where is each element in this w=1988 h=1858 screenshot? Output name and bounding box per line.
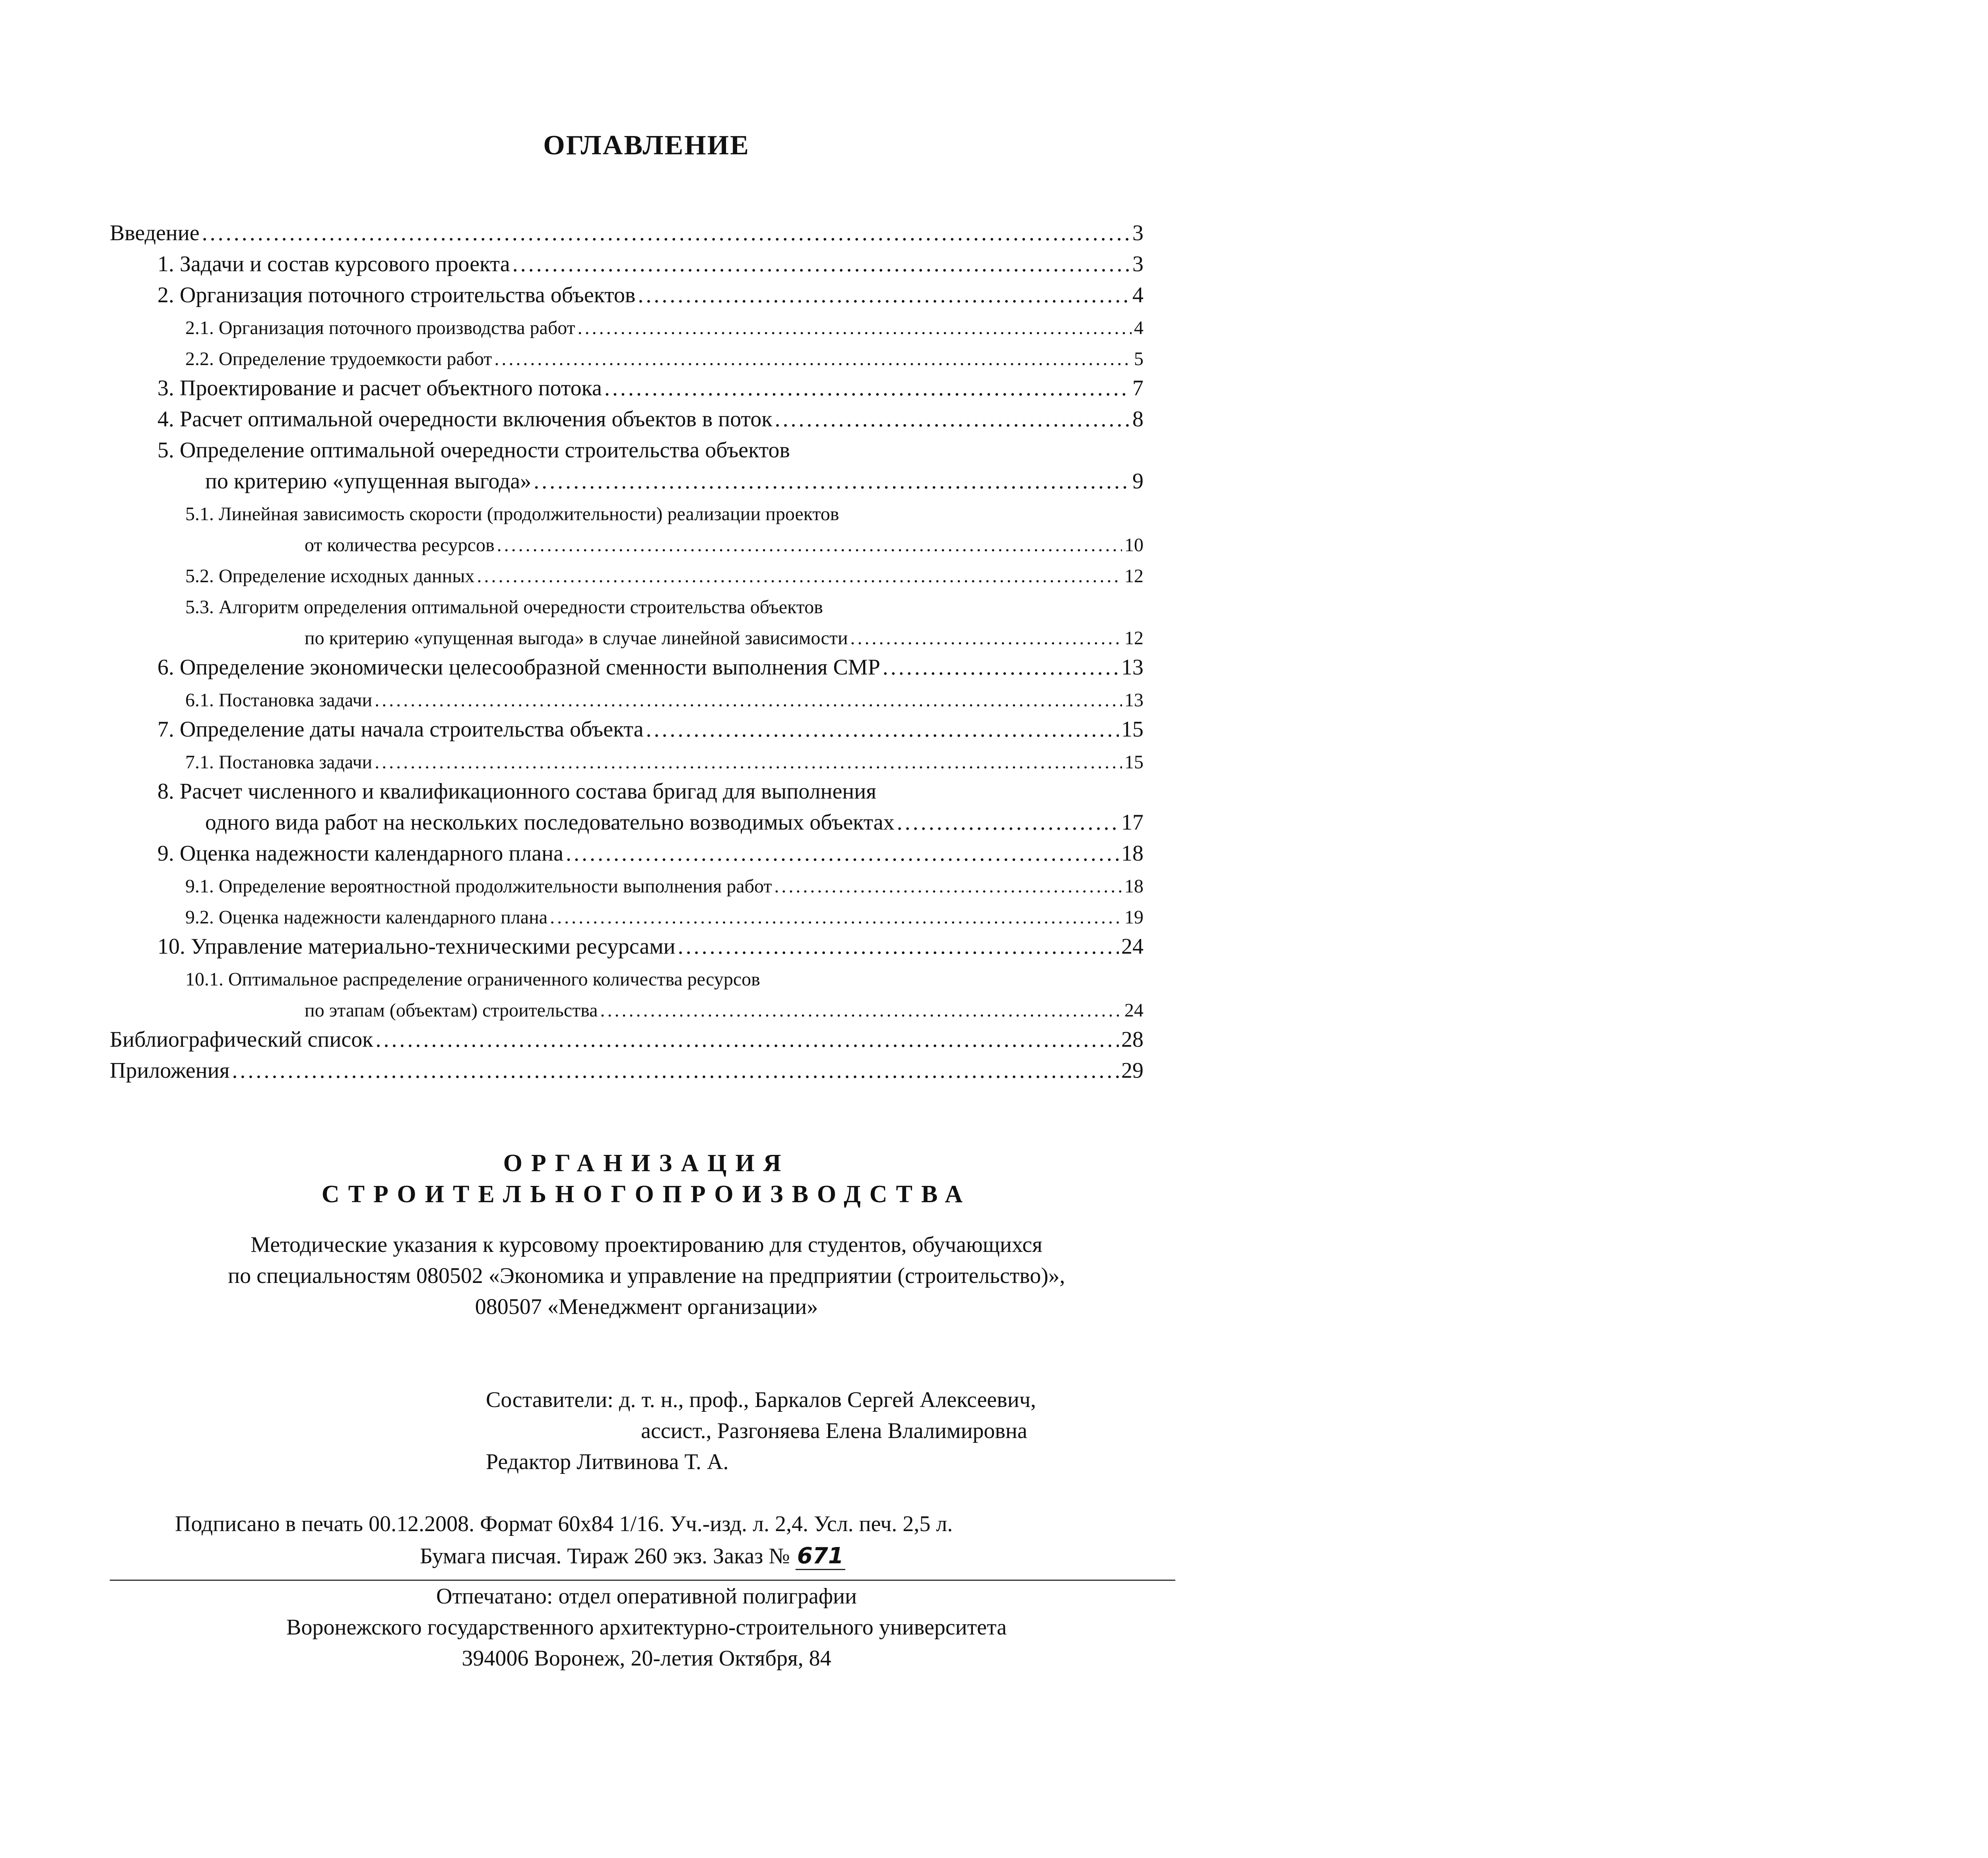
toc-page-number: 3: [1132, 221, 1143, 245]
toc-dot-leader: [513, 251, 1130, 277]
printed-by-line-3: 394006 Воронеж, 20-летия Октября, 84: [462, 1646, 831, 1671]
toc-entry: [110, 711, 1143, 742]
toc-entry-text: 4. Расчет оптимальной очередности включения объектов в поток: [157, 407, 773, 431]
toc-dot-leader: [534, 468, 1130, 494]
toc-page-number: 18: [1124, 876, 1143, 897]
toc-dot-leader: [646, 717, 1119, 742]
toc-dot-leader: [550, 906, 1122, 928]
toc-entry: [110, 1052, 1143, 1083]
toc-dot-leader: [883, 655, 1119, 680]
toc-entry-text: по критерию «упущенная выгода» в случае линейной зависимости: [305, 628, 848, 649]
toc-page-number: 19: [1124, 907, 1143, 928]
toc-dot-leader: [477, 565, 1122, 587]
toc-entry: [110, 556, 1143, 587]
toc-entry: [110, 835, 1143, 866]
toc-entry-text: 5.1. Линейная зависимость скорости (продолжительности) реализации проектов: [185, 503, 839, 525]
toc-page-number: 12: [1124, 566, 1143, 587]
description-line-1: Методические указания к курсовому проектированию для студентов, обучающихся: [250, 1232, 1043, 1257]
toc-entry: [110, 897, 1143, 928]
toc-entry-text: 10. Управление материально-техническими ресурсами: [157, 934, 676, 959]
toc-page-number: 4: [1134, 317, 1143, 338]
toc-entry-text: 3. Проектирование и расчет объектного потока: [157, 376, 602, 400]
toc-entry: [110, 339, 1143, 370]
toc-title: ОГЛАВЛЕНИЕ: [543, 130, 750, 161]
toc-entry: [110, 680, 1143, 711]
toc-entry: [110, 928, 1143, 959]
toc-page-number: 12: [1124, 628, 1143, 649]
toc-entry-text: 2.1. Организация поточного производства работ: [185, 317, 575, 338]
toc-page-number: 10: [1124, 534, 1143, 556]
toc-dot-leader: [202, 220, 1130, 246]
toc-entry-text: 5.2. Определение исходных данных: [185, 566, 475, 587]
toc-entry: [110, 773, 1143, 835]
toc-entry-text: 9. Оценка надежности календарного плана: [157, 841, 563, 866]
toc-entry-text: Введение: [110, 221, 200, 245]
toc-entry-text: Приложения: [110, 1058, 230, 1083]
description-line-2: по специальностям 080502 «Экономика и управление на предприятии (строительство)»,: [228, 1263, 1065, 1288]
toc-page-number: 13: [1121, 655, 1143, 680]
toc-page-number: 18: [1121, 841, 1143, 866]
toc-dot-leader: [604, 375, 1130, 401]
toc-entry-text: по этапам (объектам) строительства: [305, 1000, 598, 1021]
toc-page-number: 13: [1124, 690, 1143, 711]
toc-page-number: 29: [1121, 1058, 1143, 1083]
toc-dot-leader: [774, 875, 1122, 897]
print-info-line-1: Подписано в печать 00.12.2008. Формат 60x84 1/16. Уч.-изд. л. 2,4. Усл. печ. 2,5 л.: [175, 1512, 953, 1536]
compilers-line-1: Составители: д. т. н., проф., Баркалов Сергей Алексеевич,: [486, 1388, 1036, 1412]
toc-entry: [110, 959, 1143, 1021]
toc-entry: [110, 1021, 1143, 1052]
printed-by-line-1: Отпечатано: отдел оперативной полиграфии: [436, 1584, 857, 1609]
paper-circulation-text: Бумага писчая. Тираж 260 экз. Заказ №: [420, 1544, 790, 1568]
toc-page-number: 9: [1132, 469, 1143, 494]
toc-entry-text: 5. Определение оптимальной очередности строительства объектов: [157, 438, 790, 463]
book-title-line-2: СТРОИТЕЛЬНОГОПРОИЗВОДСТВА: [321, 1181, 972, 1208]
toc-dot-leader: [775, 406, 1130, 432]
toc-page-number: 15: [1124, 752, 1143, 773]
toc-entry-text: 8. Расчет численного и квалификационного состава бригад для выполнения: [157, 779, 876, 804]
printed-by-line-2: Воронежского государственного архитектурно-строительного университета: [286, 1615, 1007, 1640]
toc-page-number: 8: [1132, 407, 1143, 431]
description-line-3: 080507 «Менеджмент организации»: [475, 1294, 818, 1319]
toc-entry: [110, 246, 1143, 277]
toc-dot-leader: [232, 1058, 1119, 1083]
toc-entry: [110, 494, 1143, 556]
toc-entry-text: по критерию «упущенная выгода»: [205, 469, 532, 494]
toc-entry: [110, 215, 1143, 246]
toc-entry: [110, 587, 1143, 649]
toc-entry-text: 1. Задачи и состав курсового проекта: [157, 252, 510, 276]
toc-entry-text: 2.2. Определение трудоемкости работ: [185, 348, 492, 369]
toc-dot-leader: [897, 810, 1119, 835]
book-title-line-1: ОРГАНИЗАЦИЯ: [503, 1150, 790, 1177]
compilers-line-2: ассист., Разгоняева Елена Влалимировна: [641, 1419, 1027, 1443]
toc-dot-leader: [850, 627, 1122, 649]
toc-entry: [110, 370, 1143, 401]
toc-entry-text: 9.2. Оценка надежности календарного плана: [185, 907, 548, 928]
toc-dot-leader: [375, 751, 1122, 773]
toc-entry: [110, 308, 1143, 339]
toc-entry: [110, 742, 1143, 773]
order-number-handwritten: 671: [796, 1543, 845, 1570]
toc-entry: [110, 432, 1143, 494]
toc-page-number: 3: [1132, 252, 1143, 276]
toc-entry-text: Библиографический список: [110, 1027, 373, 1052]
toc-entry-text: 9.1. Определение вероятностной продолжительности выполнения работ: [185, 876, 772, 897]
toc-dot-leader: [638, 282, 1130, 308]
toc-dot-leader: [494, 348, 1132, 370]
toc-page-number: 17: [1121, 810, 1143, 835]
toc-dot-leader: [678, 934, 1119, 959]
toc-entry-text: 10.1. Оптимальное распределение ограниченного количества ресурсов: [185, 969, 760, 990]
toc-page-number: 15: [1121, 717, 1143, 742]
divider-line: [110, 1580, 1175, 1581]
toc-entry-text: 7.1. Постановка задачи: [185, 752, 373, 773]
toc-entry-text: 6. Определение экономически целесообразной сменности выполнения СМР: [157, 655, 880, 680]
editor-line: Редактор Литвинова Т. А.: [486, 1450, 729, 1474]
toc-entry: [110, 649, 1143, 680]
toc-page-number: 28: [1121, 1027, 1143, 1052]
toc-entry-text: 2. Организация поточного строительства объектов: [157, 283, 636, 307]
toc-entry-text: 5.3. Алгоритм определения оптимальной очередности строительства объектов: [185, 597, 823, 618]
toc-entry-text: 6.1. Постановка задачи: [185, 690, 373, 711]
toc-dot-leader: [566, 841, 1119, 866]
toc-entry: [110, 866, 1143, 897]
toc-entry-text: одного вида работ на нескольких последовательно возводимых объектах: [205, 810, 895, 835]
toc-page-number: 24: [1124, 1000, 1143, 1021]
toc-page-number: 4: [1132, 283, 1143, 307]
toc-dot-leader: [578, 317, 1132, 339]
toc-dot-leader: [375, 1027, 1119, 1052]
toc-entry: [110, 277, 1143, 308]
print-info-line-2: [420, 1543, 845, 1570]
toc-dot-leader: [497, 534, 1122, 556]
toc-entry-text: от количества ресурсов: [305, 534, 495, 556]
toc-entry-text: 7. Определение даты начала строительства объекта: [157, 717, 644, 742]
toc-page-number: 24: [1121, 934, 1143, 959]
toc-page-number: 5: [1134, 348, 1143, 369]
toc-page-number: 7: [1132, 376, 1143, 400]
toc-dot-leader: [600, 999, 1122, 1021]
toc-entry: [110, 401, 1143, 432]
toc-dot-leader: [375, 689, 1122, 711]
